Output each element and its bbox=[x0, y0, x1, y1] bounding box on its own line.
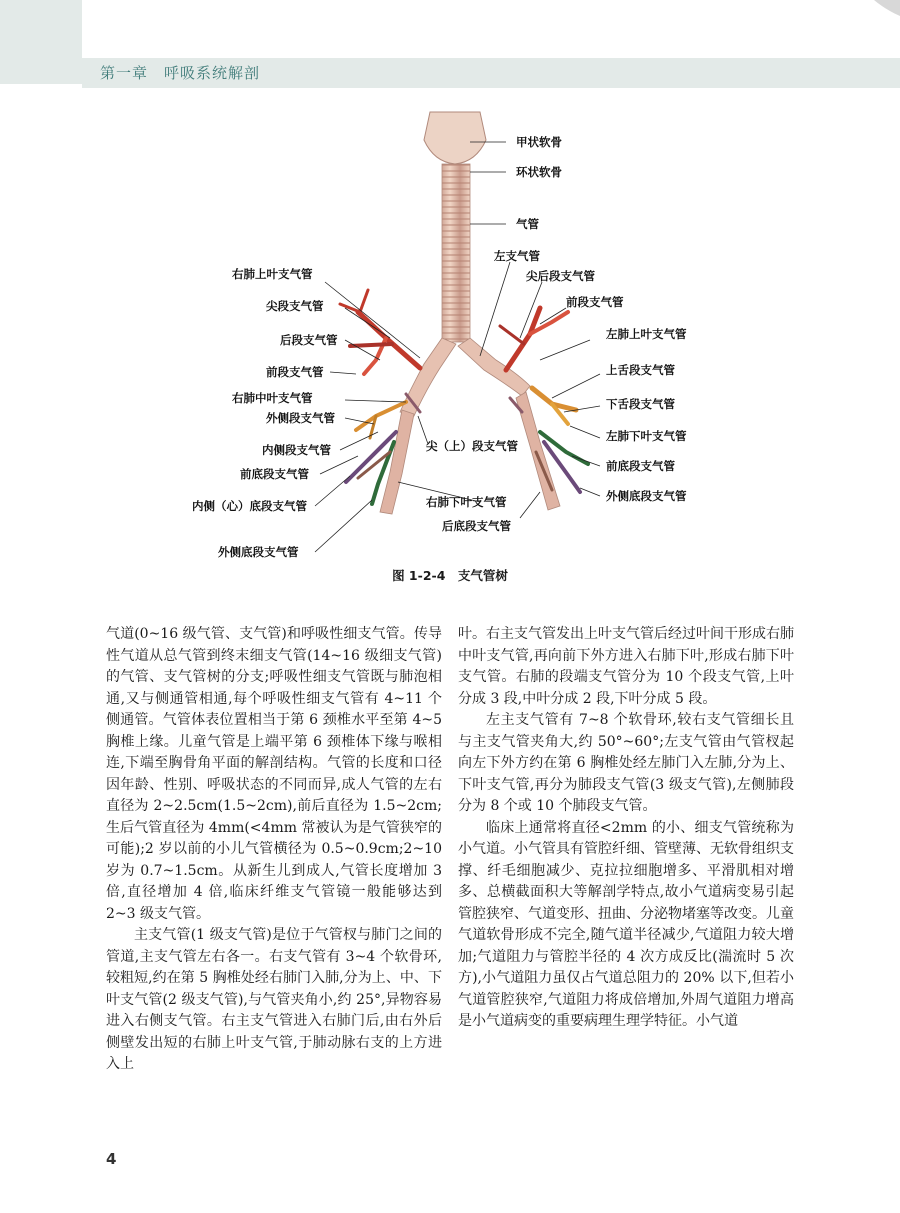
paragraph: 主支气管(1 级支气管)是位于气管杈与肺门之间的管道,主支气管左右各一。右支气管有 3~4 个软骨环,较粗短,约在第 5 胸椎处经右肺门入肺,分为上、中、下叶支气管(2 级支气管),与气管夹角小,约 25°,异物容易进入右侧支气管。右主支气管进入右肺门后,由右外后侧壁发出短的右肺上叶支气管,于肺动脉右支的上方进入上 bbox=[106, 927, 442, 1072]
label-thyroid-cartilage: 甲状软骨 bbox=[516, 135, 562, 149]
label-right-anterior-basal: 前底段支气管 bbox=[240, 467, 309, 481]
label-left-apicoposterior: 尖后段支气管 bbox=[526, 269, 595, 283]
label-left-lower-lobe: 左肺下叶支气管 bbox=[606, 429, 687, 443]
label-right-upper-lobe: 右肺上叶支气管 bbox=[232, 267, 313, 281]
label-left-main-bronchus: 左支气管 bbox=[494, 249, 540, 263]
label-superior-lingular: 上舌段支气管 bbox=[606, 363, 675, 377]
corner-decoration bbox=[0, 0, 82, 84]
label-medial-segment: 内侧段支气管 bbox=[262, 443, 331, 457]
label-right-middle-lobe: 右肺中叶支气管 bbox=[232, 391, 313, 405]
label-right-posterior: 后段支气管 bbox=[280, 333, 338, 347]
label-left-lateral-basal: 外侧底段支气管 bbox=[606, 489, 687, 503]
page-number: 4 bbox=[106, 1150, 117, 1168]
label-left-anterior-basal: 前底段支气管 bbox=[606, 459, 675, 473]
paragraph: 临床上通常将直径<2mm 的小、细支气管统称为小气道。小气管具有管腔纤细、管壁薄、无软骨组织支撑、纤毛细胞减少、克拉拉细胞增多、平滑肌相对增多、总横截面积大等解剖学特点,故小气道病变易引起管腔狭窄、气道变形、扭曲、分泌物堵塞等改变。儿童气道软骨形成不完全,随气道半径减少,气道阻力较大增加;气道阻力与管腔半径的 4 次方成反比(湍流时 5 次方),小气道阻力虽仅占气道总阻力的 20% 以下,但若小气道管腔狭窄,气道阻力将成倍增加,外周气道阻力增高是小气道病变的重要病理生理学特征。小气道 bbox=[458, 819, 794, 1029]
text-column-left bbox=[106, 624, 442, 1076]
trachea-tube bbox=[442, 164, 470, 342]
page-curl-decoration bbox=[874, 0, 900, 16]
label-trachea: 气管 bbox=[516, 217, 539, 231]
label-inferior-lingular: 下舌段支气管 bbox=[606, 397, 675, 411]
label-medial-basal: 内侧（心）底段支气管 bbox=[192, 499, 307, 513]
label-left-anterior: 前段支气管 bbox=[566, 295, 624, 309]
label-right-lateral-basal: 外侧底段支气管 bbox=[218, 545, 299, 559]
label-posterior-basal: 后底段支气管 bbox=[442, 519, 511, 533]
bronchial-tree-figure bbox=[180, 112, 732, 559]
paragraph: 叶。右主支气管发出上叶支气管后经过叶间干形成右肺中叶支气管,再向前下外方进入右肺下叶,形成右肺下叶支气管。右肺的段端支气管分为 10 个段支气管,上叶分成 3 段,中叶分成 2 段,下叶分成 5 段。 bbox=[458, 626, 794, 707]
label-right-apical: 尖段支气管 bbox=[266, 299, 324, 313]
label-apical-superior: 尖（上）段支气管 bbox=[426, 439, 518, 453]
label-right-lower-lobe: 右肺下叶支气管 bbox=[426, 495, 507, 509]
label-right-anterior: 前段支气管 bbox=[266, 365, 324, 379]
paragraph: 左主支气管有 7~8 个软骨环,较右支气管细长且与主支气管夹角大,约 50°~60°;左支气管由气管杈起向左下外方约在第 6 胸椎处经左肺门入左肺,分为上、下叶支气管,再分为肺段支气管(3 级支气管),左侧肺段分为 8 个或 10 个肺段支气管。 bbox=[458, 712, 794, 814]
label-lateral-segment: 外侧段支气管 bbox=[266, 411, 335, 425]
figure-caption: 图 1-2-4 支气管树 bbox=[392, 568, 508, 583]
label-cricoid-cartilage: 环状软骨 bbox=[516, 165, 562, 179]
paragraph: 气道(0~16 级气管、支气管)和呼吸性细支气管。传导性气道从总气管到终末细支气管(14~16 级细支气管)的气管、支气管树的分支;呼吸性细支气管既与肺泡相通,又与侧通管相通,每个呼吸性细支气管有 4~11 个侧通管。气管体表位置相当于第 6 颈椎水平至第 4~5 胸椎上缘。儿童气管是上端平第 6 颈椎体下缘与喉相连,下端至胸骨角平面的解剖结构。气管的长度和口径因年龄、性别、呼吸状态的不同而异,成人气管的左右直径为 2~2.5cm(1.5~2cm),前后直径为 1.5~2cm;生后气管直径为 4mm(<4mm 常被认为是气管狭窄的可能);2 岁以前的小儿气管横径为 0.5~0.9cm;2~10 岁为 0.7~1.5cm。从新生儿到成人,气管长度增加 3 倍,直径增加 4 倍,临床纤维支气管镜一般能够达到 2~3 级支气管。 bbox=[106, 626, 442, 922]
label-left-upper-lobe: 左肺上叶支气管 bbox=[606, 327, 687, 341]
text-column-right bbox=[458, 624, 794, 1033]
chapter-header: 第一章 呼吸系统解剖 bbox=[100, 64, 261, 82]
